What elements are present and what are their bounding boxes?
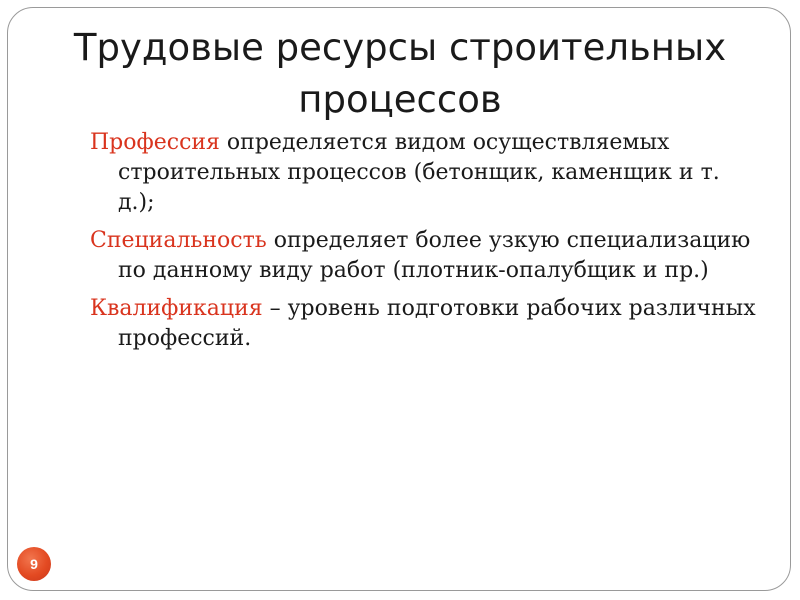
- paragraph-specialty: [90, 226, 760, 286]
- paragraph-profession: [90, 128, 760, 218]
- slide-body: [90, 128, 760, 362]
- term-profession: Профессия: [90, 130, 220, 155]
- term-specialty: Специальность: [90, 228, 267, 253]
- paragraph-qualification: [90, 294, 760, 354]
- page-number-badge: 9: [17, 547, 51, 581]
- slide-title: Трудовые ресурсы строительных процессов: [73, 26, 727, 121]
- paragraph-profession-text: определяется видом осуществляемых строительных процессов (бетонщик, каменщик и т. д.);: [118, 130, 720, 215]
- term-qualification: Квалификация: [90, 296, 263, 321]
- paragraph-qualification-text: – уровень подготовки рабочих различных профессий.: [118, 296, 756, 351]
- paragraph-specialty-text: определяет более узкую специализацию по данному виду работ (плотник-опалубщик и пр.): [118, 228, 751, 283]
